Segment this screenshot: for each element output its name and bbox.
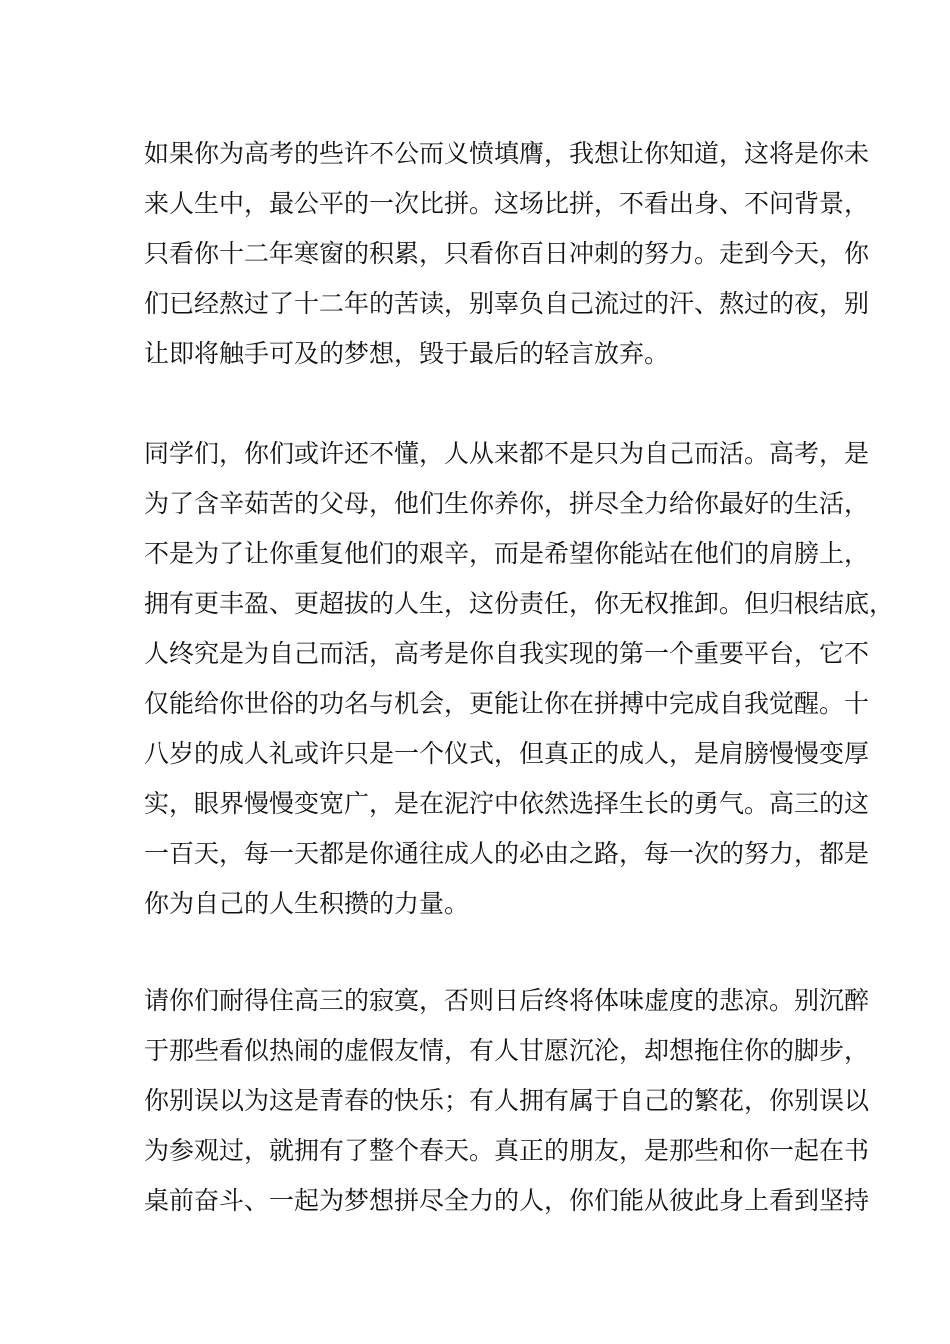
text-line: 你为自己的人生积攒的力量。 bbox=[144, 889, 470, 918]
text-line: 不是为了让你重复他们的艰辛，而是希望你能站在他们的肩膀上， bbox=[144, 539, 870, 568]
text-line: 拥有更丰盈、更超拔的人生，这份责任，你无权推卸。但归根结底， bbox=[144, 589, 895, 618]
text-line: 让即将触手可及的梦想，毁于最后的轻言放弃。 bbox=[144, 339, 670, 368]
text-line: 实，眼界慢慢变宽广，是在泥泞中依然选择生长的勇气。高三的这 bbox=[144, 789, 870, 818]
paragraph-2 bbox=[144, 429, 895, 929]
text-line: 仅能给你世俗的功名与机会，更能让你在拼搏中完成自我觉醒。十 bbox=[144, 689, 870, 718]
text-line: 只看你十二年寒窗的积累，只看你百日冲刺的努力。走到今天，你 bbox=[144, 239, 870, 268]
text-line: 八岁的成人礼或许只是一个仪式，但真正的成人，是肩膀慢慢变厚 bbox=[144, 739, 870, 768]
text-line: 你别误以为这是青春的快乐；有人拥有属于自己的繁花，你别误以 bbox=[144, 1086, 870, 1115]
text-line: 为参观过，就拥有了整个春天。真正的朋友，是那些和你一起在书 bbox=[144, 1136, 870, 1165]
text-line: 来人生中，最公平的一次比拼。这场比拼，不看出身、不问背景， bbox=[144, 189, 870, 218]
text-line: 请你们耐得住高三的寂寞，否则日后终将体味虚度的悲凉。别沉醉 bbox=[144, 986, 870, 1015]
text-line: 桌前奋斗、一起为梦想拼尽全力的人，你们能从彼此身上看到坚持 bbox=[144, 1186, 870, 1215]
text-line: 同学们，你们或许还不懂，人从来都不是只为自己而活。高考，是 bbox=[144, 439, 870, 468]
text-line: 为了含辛茹苦的父母，他们生你养你，拼尽全力给你最好的生活， bbox=[144, 489, 870, 518]
text-line: 如果你为高考的些许不公而义愤填膺，我想让你知道，这将是你未 bbox=[144, 139, 870, 168]
text-line: 一百天，每一天都是你通往成人的必由之路，每一次的努力，都是 bbox=[144, 839, 870, 868]
text-line: 们已经熬过了十二年的苦读，别辜负自己流过的汗、熬过的夜，别 bbox=[144, 289, 870, 318]
paragraph-1 bbox=[144, 129, 870, 379]
paragraph-3 bbox=[144, 976, 870, 1226]
text-line: 人终究是为自己而活，高考是你自我实现的第一个重要平台，它不 bbox=[144, 639, 870, 668]
text-line: 于那些看似热闹的虚假友情，有人甘愿沉沦，却想拖住你的脚步， bbox=[144, 1036, 870, 1065]
